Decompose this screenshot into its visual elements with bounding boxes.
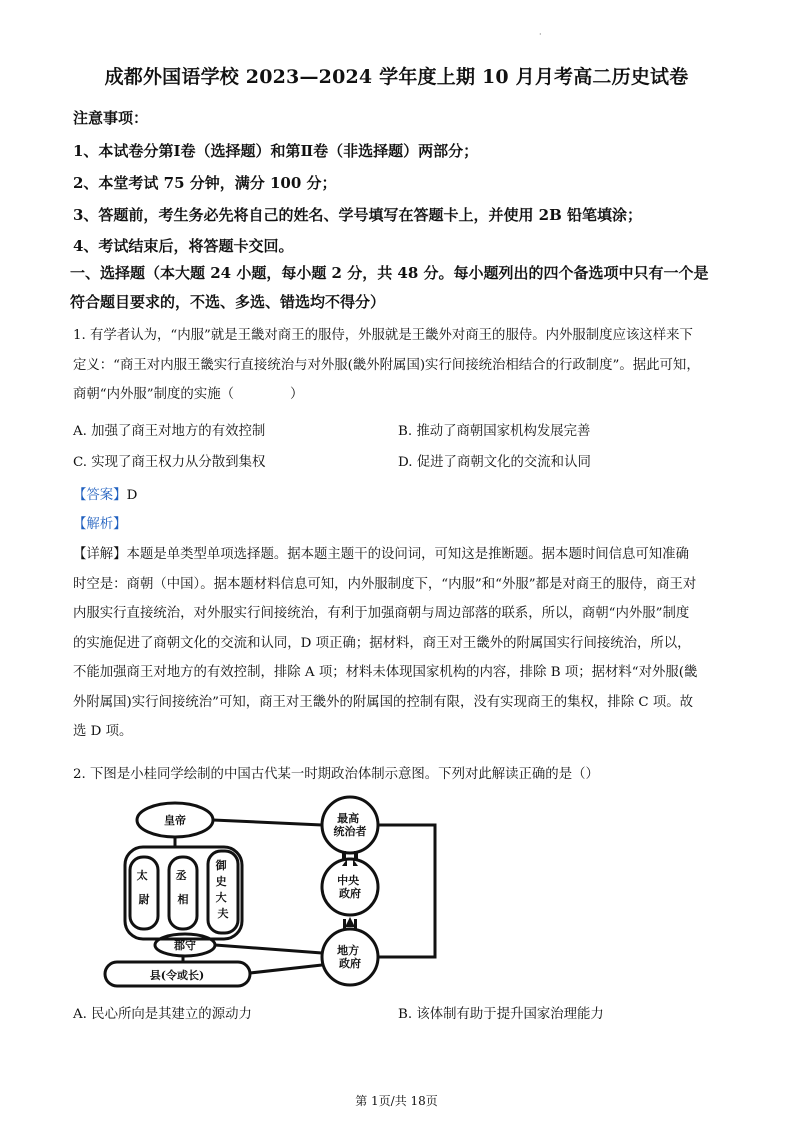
jun-label: 郡守 — [174, 939, 196, 952]
top-label — [334, 811, 367, 838]
notice-item: 1、本试卷分第Ⅰ卷（选择题）和第Ⅱ卷（非选择题）两部分； — [73, 142, 479, 160]
detail-line: 外附属国)实行间接统治”可知，商王对王畿外的附属国的控制有限，没有实现商王的集权，排除 C 项。故 — [73, 694, 694, 710]
local-label-line-2: 政府 — [339, 957, 361, 970]
section-line: 一、选择题（本大题 24 小题，每小题 2 分，共 48 分。每小题列出的四个备选项中只有一个是 — [70, 264, 709, 282]
stem-line: 定义：“商王对内服王畿实行直接统治与对外服(畿外附属国)实行间接统治相结合的行政制度”。据此可知， — [73, 357, 700, 373]
page-footer: 第 1页/共 18页 — [355, 1094, 438, 1108]
central-label-line-2: 政府 — [339, 887, 361, 900]
yushi-label — [215, 858, 231, 920]
analysis-tag: 【解析】 — [73, 517, 127, 532]
scan-mark: · — [539, 30, 542, 39]
q2-option-a: A. 民心所向是其建立的源动力 — [73, 1007, 252, 1022]
stem-text: 商朝“内外服”制度的实施（ — [73, 387, 234, 402]
yushi-char-1: 御 — [215, 859, 227, 872]
answer-tag: 【答案】 — [73, 488, 127, 503]
central-label-line-1: 中央 — [337, 874, 360, 887]
stem-line — [73, 380, 729, 410]
answer-value: D — [126, 488, 138, 503]
top-label-line-2: 统治者 — [333, 825, 367, 838]
chengxiang-label — [176, 868, 191, 906]
chengxiang-char-2: 相 — [177, 893, 189, 906]
yushi-char-2: 史 — [215, 875, 227, 888]
top-label-line-1: 最高 — [337, 812, 360, 825]
q1-option-c: C. 实现了商王权力从分散到集权 — [73, 455, 266, 470]
notice-heading: 注意事项： — [73, 109, 149, 127]
q2-option-b: B. 该体制有助于提升国家治理能力 — [398, 1007, 604, 1022]
taiwei-char-1: 太 — [136, 869, 148, 882]
local-label — [337, 943, 363, 970]
yushi-char-4: 夫 — [217, 907, 229, 920]
local-label-line-1: 地方 — [337, 944, 360, 957]
detail-line: 的实施促进了商朝文化的交流和认同，D 项正确；据材料，商王对王畿外的附属国实行间接统治，所以， — [73, 635, 691, 651]
question-1-stem — [73, 321, 729, 410]
xian-label: 县(令或长) — [149, 969, 205, 982]
taiwei-char-2: 尉 — [138, 893, 150, 906]
detail-line: 【详解】本题是单类型单项选择题。据本题主题干的设问词，可知这是推断题。据本题时间信息可知准确 — [73, 547, 689, 562]
notice-item: 2、本堂考试 75 分钟，满分 100 分； — [73, 174, 337, 192]
section-heading — [70, 259, 730, 317]
notice-item: 3、答题前，考生务必先将自己的姓名、学号填写在答题卡上，并使用 2B 铅笔填涂； — [73, 206, 643, 224]
political-system-diagram — [95, 795, 455, 995]
section-line: 符合题目要求的，不选、多选、错选均不得分） — [70, 293, 386, 311]
yushi-char-3: 大 — [215, 891, 227, 904]
chengxiang-char-1: 丞 — [175, 869, 187, 882]
central-label — [337, 873, 363, 900]
q1-option-a: A. 加强了商王对地方的有效控制 — [73, 424, 266, 439]
question-2-stem: 2. 下图是小桂同学绘制的中国古代某一时期政治体制示意图。下列对此解读正确的是（） — [73, 767, 599, 782]
q1-option-d: D. 促进了商朝文化的交流和认同 — [398, 455, 591, 470]
detail-line: 选 D 项。 — [73, 724, 133, 739]
answer-line — [73, 484, 137, 503]
detail-line: 内服实行直接统治，对外服实行间接统治，有利于加强商朝与周边部落的联系，所以，商朝“内外服”制度 — [73, 606, 690, 621]
emperor-label: 皇帝 — [164, 814, 186, 827]
page-title: 成都外国语学校 2023—2024 学年度上期 10 月月考高二历史试卷 — [104, 66, 689, 88]
q1-option-b: B. 推动了商朝国家机构发展完善 — [398, 424, 591, 439]
stem-line: 1. 有学者认为，“内服”就是王畿对商王的服侍，外服就是王畿外对商王的服侍。内外服制度应该这样来下 — [73, 328, 693, 343]
q1-detail — [73, 540, 729, 747]
detail-line: 不能加强商王对地方的有效控制，排除 A 项；材料未体现国家机构的内容，排除 B 项；据材料“对外服(畿 — [73, 665, 698, 680]
stem-paren: ） — [290, 387, 304, 402]
notice-item: 4、考试结束后，将答题卡交回。 — [73, 237, 294, 255]
detail-line: 时空是：商朝（中国）。据本题材料信息可知，内外服制度下，“内服”和“外服”都是对商王的服侍，商王对 — [73, 576, 697, 592]
taiwei-label — [137, 868, 152, 906]
